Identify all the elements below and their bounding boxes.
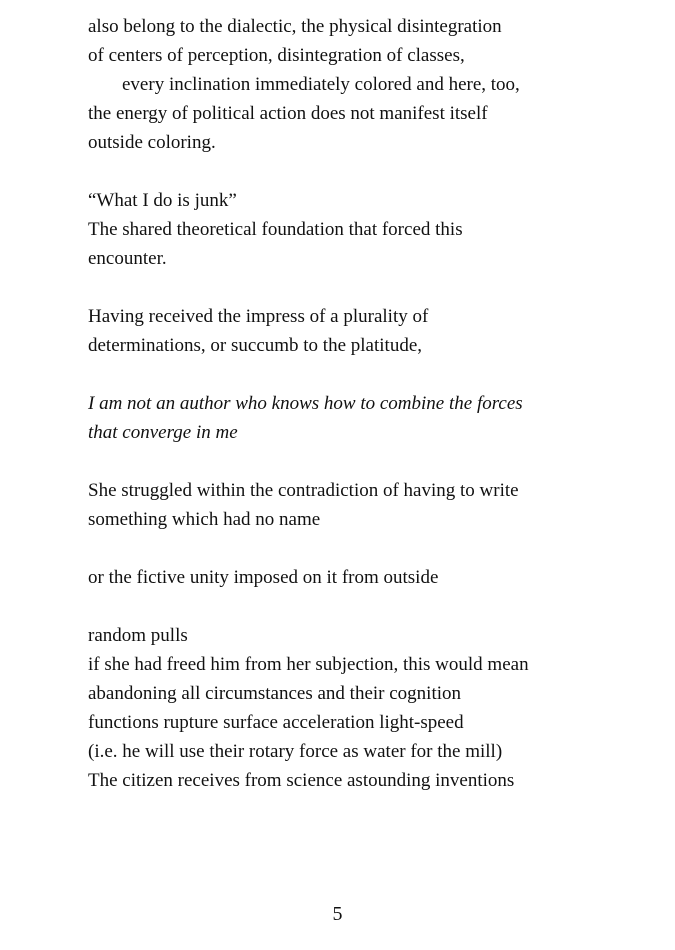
poem-line: “What I do is junk” <box>88 190 237 211</box>
poem-line: that converge in me <box>88 422 238 443</box>
stanza-break <box>88 592 648 621</box>
poem-line: encounter. <box>88 248 167 269</box>
poem-line: or the fictive unity imposed on it from outside <box>88 567 439 588</box>
stanza-break <box>88 273 648 302</box>
poem-line: (i.e. he will use their rotary force as water for the mill) <box>88 741 503 762</box>
poem-line: The shared theoretical foundation that forced this <box>88 219 463 240</box>
stanza-break <box>88 447 648 476</box>
poem-line: random pulls <box>88 625 188 646</box>
poem-line: every inclination immediately colored and here, too, <box>122 74 520 95</box>
poem-body <box>88 12 648 795</box>
poem-line: the energy of political action does not manifest itself <box>88 103 488 124</box>
page-number: 5 <box>332 903 343 925</box>
poem-line: I am not an author who knows how to combine the forces <box>88 393 523 414</box>
poem-line: The citizen receives from science astounding inventions <box>88 770 515 791</box>
poem-line: determinations, or succumb to the platitude, <box>88 335 423 356</box>
poem-line: functions rupture surface acceleration light-speed <box>88 712 464 733</box>
poem-line: of centers of perception, disintegration of classes, <box>88 45 465 66</box>
stanza-break <box>88 534 648 563</box>
poem-line: if she had freed him from her subjection, this would mean <box>88 654 529 675</box>
poem-line: something which had no name <box>88 509 321 530</box>
poem-line: outside coloring. <box>88 132 216 153</box>
poem-line: abandoning all circumstances and their cognition <box>88 683 462 704</box>
poem-line: She struggled within the contradiction of having to write <box>88 480 519 501</box>
stanza-break <box>88 360 648 389</box>
poem-line: Having received the impress of a plurality of <box>88 306 429 327</box>
stanza-break <box>88 157 648 186</box>
poem-line: also belong to the dialectic, the physical disintegration <box>88 16 502 37</box>
